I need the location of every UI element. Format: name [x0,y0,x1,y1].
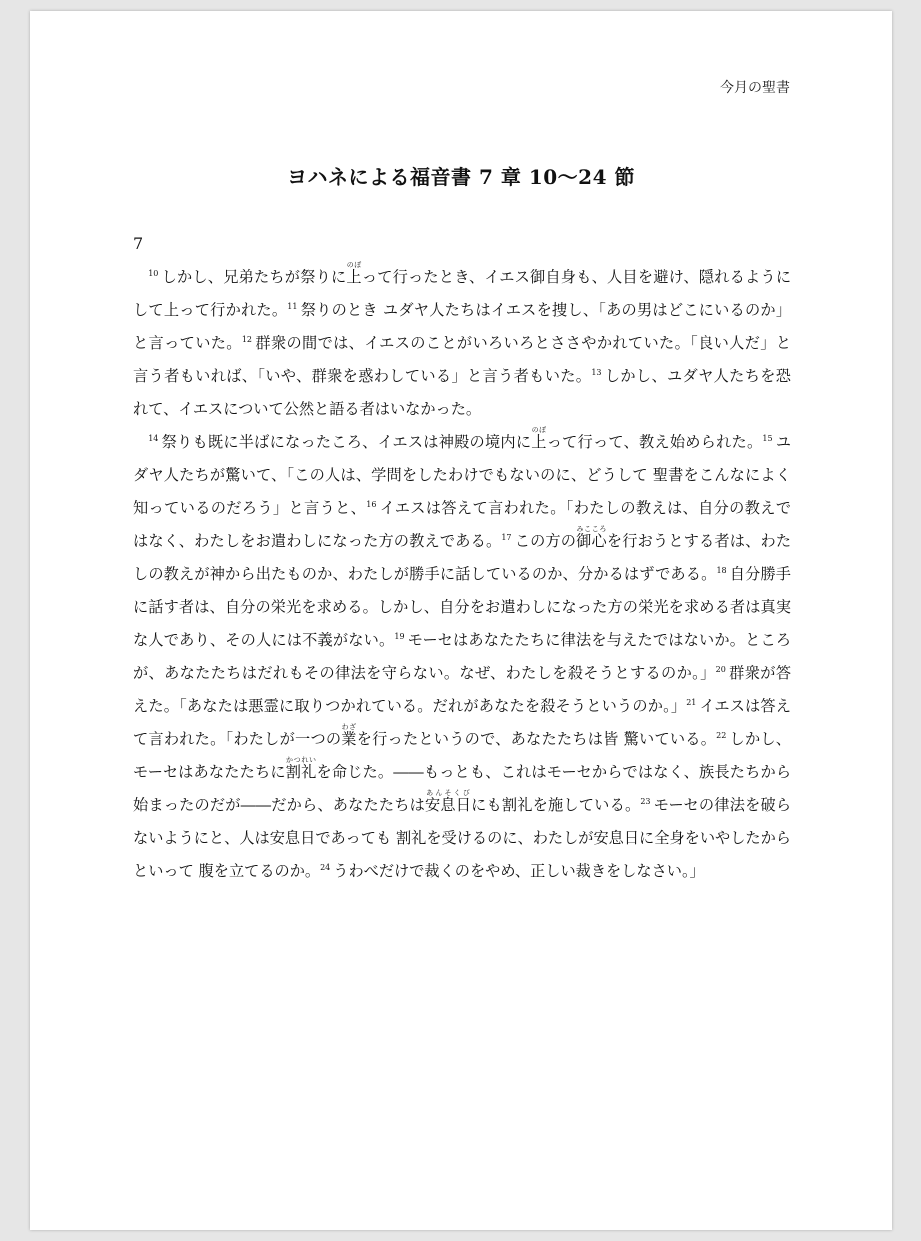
paragraph-1 [133,261,791,426]
text-run: しかし、ユダヤ人たちを恐れて、イエスについて公然と語る者はいなかった。 [133,367,791,418]
text-run: モーセの律法を破らないようにと、人は安息日であっても 割礼を受けるのに、わたしが安息日に全身をいやしたからといって 腹を立てるのか。 [133,796,792,880]
ruby-word [285,756,317,781]
text-run: 祭りも既に半ばになったころ、イエスは神殿の境内に [161,433,532,451]
verse-number: 19 [394,632,405,641]
verse-number: 23 [640,797,651,806]
text-run: 祭りのとき ユダヤ人たちはイエスを捜し、「あの男はどこにいるのか」と言っていた。 [133,301,792,352]
ruby-reading: わざ [341,723,357,731]
text-run: ユダヤ人たちが驚いて、「この人は、学問をしたわけでもないのに、どうして 聖書をこんなによく知っているのだろう」と言うと、 [133,433,792,517]
page-title: ヨハネによる福音書 7 章 10〜24 節 [287,165,635,189]
verse-number: 22 [716,731,727,740]
verse-number: 15 [762,434,773,443]
text-run: しかし、兄弟たちが祭りに [161,268,347,286]
text-run: しかし、モーセはあなたたちに [133,730,791,781]
text-run: を命じた。――もっとも、これはモーセからではなく、族長たちから始まったのだが――だから、あなたたちは [133,763,792,814]
ruby-reading: のぼ [346,261,362,269]
ruby-base: 上 [346,268,362,286]
verse-number: 17 [501,533,512,542]
ruby-reading: かつれい [285,756,317,764]
text-run: って行ったとき、イエス御自身も、人目を避け、隠れるようにして上って行かれた。 [133,268,792,319]
text-run: うわべだけで裁くのをやめ、正しい裁きをしなさい。」 [333,862,705,880]
ruby-word [576,525,607,550]
ruby-base: 上 [531,433,547,451]
text-run: って行って、教え始められた。 [546,433,763,451]
verse-number: 13 [591,368,602,377]
chapter-number: 7 [133,234,144,253]
text-run: モーセはあなたたちに律法を与えたではないか。ところが、あなたたちはだれもその律法を守らない。なぜ、わたしを殺そうとするのか。」 [133,631,792,682]
ruby-word [425,789,472,814]
ruby-reading: あんそくび [425,789,471,797]
ruby-reading: みこころ [576,525,607,533]
header-label: 今月の聖書 [720,80,790,96]
text-run: イエスは答えて言われた。「わたしが一つの [133,697,791,748]
text-run: この方の [514,532,577,550]
text-run: イエスは答えて言われた。「わたしの教えは、自分の教えではなく、わたしをお遣わしになった方の教えである。 [133,499,792,550]
ruby-base: 安息日 [425,796,472,814]
verse-number: 12 [241,335,253,344]
ruby-reading: のぼ [531,426,547,434]
paragraph-2 [133,426,791,888]
ruby-word [346,261,362,286]
ruby-base: 業 [341,730,357,748]
verse-number: 20 [715,665,726,674]
verse-number: 10 [148,269,159,278]
verse-number: 18 [716,566,727,575]
ruby-word [341,723,357,748]
ruby-base: 割礼 [285,763,317,781]
verse-number: 24 [320,863,331,872]
verse-number: 11 [287,302,298,311]
text-run: を行ったというので、あなたたちは皆 驚いている。 [356,730,717,748]
text-run: 群衆の間では、イエスのことがいろいろとささやかれていた。「良い人だ」と言う者もいれば、「いや、群衆を惑わしている」と言う者もいた。 [133,334,792,385]
document-page [30,11,892,1230]
verse-number: 21 [686,698,697,707]
text-run: を行おうとする者は、わたしの教えが神から出たものか、わたしが勝手に話しているのか、分かるはずである。 [133,532,792,583]
text-run: 自分勝手に話す者は、自分の栄光を求める。しかし、自分をお遣わしになった方の栄光を求める者は真実な人であり、その人には不義がない。 [133,565,791,649]
verse-number: 16 [366,500,377,509]
scripture-text [133,261,791,888]
ruby-word [531,426,547,451]
text-run: にも割礼を施している。 [471,796,641,814]
verse-number: 14 [148,434,159,443]
ruby-base: 御心 [576,532,607,550]
text-run: 群衆が答えた。「あなたは悪霊に取りつかれている。だれがあなたを殺そうというのか。」 [133,664,792,715]
